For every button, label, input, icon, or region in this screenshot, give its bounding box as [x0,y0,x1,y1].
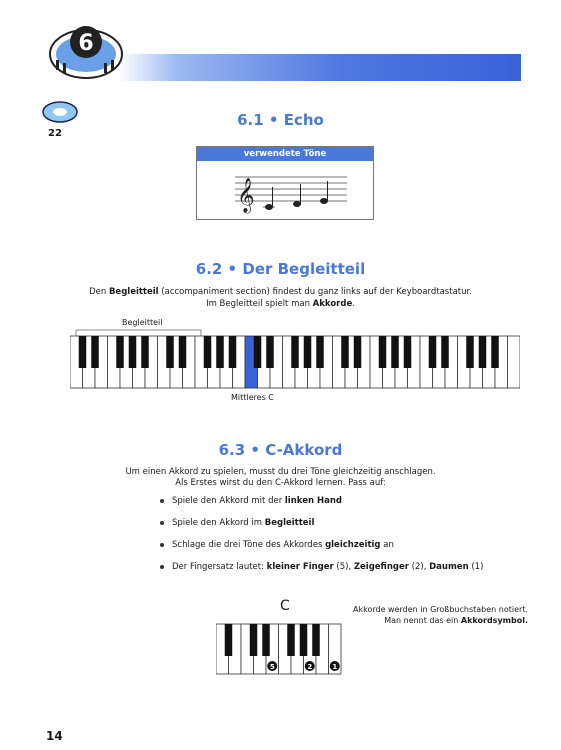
keyboard-diagram [70,326,520,390]
finger-number: 2 [307,663,313,671]
black-key [166,336,174,368]
black-key [391,336,399,368]
chapter-badge-icon [46,20,126,82]
black-key [229,336,237,368]
black-key [254,336,262,368]
black-key [466,336,474,368]
black-key [116,336,124,368]
black-key [141,336,149,368]
black-key [262,624,270,656]
black-key [304,336,312,368]
chapter-header-bar [118,54,521,81]
list-item: Spiele den Akkord mit der linken Hand [160,496,483,518]
black-key [300,624,308,656]
black-key [291,336,299,368]
black-key [79,336,87,368]
svg-text:6: 6 [78,31,94,56]
black-key [225,624,233,656]
finger-number: 5 [269,663,275,671]
akkord-line-1: Um einen Akkord zu spielen, musst du drei Töne gleichzeitig anschlagen. [125,467,436,477]
tones-box [196,146,374,220]
black-key [341,336,349,368]
black-key [316,336,324,368]
track-number: 22 [48,128,62,139]
black-key [491,336,499,368]
section-title-c-akkord: 6.3 • C-Akkord [218,441,343,459]
c-chord-keyboard [216,622,346,676]
tones-box-heading: verwendete Töne [197,147,373,161]
black-key [216,336,224,368]
section-title-echo: 6.1 • Echo [237,111,324,129]
black-key [266,336,274,368]
intro-line-1: Den Begleitteil (accompaniment section) findest du ganz links auf der Keyboardtastatur. [89,287,472,297]
black-key [204,336,212,368]
black-key [441,336,449,368]
instruction-list [160,496,483,584]
black-key [312,624,320,656]
middle-c-label: Mittleres C [231,393,274,402]
akkord-line-2: Als Erstes wirst du den C-Akkord lernen. Pass auf: [175,478,386,488]
page-number: 14 [46,729,63,743]
black-key [354,336,362,368]
white-key [508,336,521,388]
list-item: Spiele den Akkord im Begleitteil [160,518,483,540]
black-key [479,336,487,368]
black-key [429,336,437,368]
black-key [129,336,137,368]
black-key [287,624,295,656]
black-key [250,624,258,656]
music-staff [197,161,373,217]
finger-number: 1 [332,663,338,671]
list-item: Schlage die drei Töne des Akkordes gleichzeitig an [160,540,483,562]
akkord-note: Akkorde werden in Großbuchstaben notiert. Man nennt das ein Akkordsymbol. [353,605,528,625]
chord-symbol: C [280,598,290,614]
black-key [379,336,387,368]
black-key [404,336,412,368]
intro-line-2: Im Begleitteil spielt man Akkorde. [206,299,355,309]
bracket-label: Begleitteil [122,318,163,327]
black-key [91,336,99,368]
list-item: Der Fingersatz lautet: kleiner Finger (5), Zeigefinger (2), Daumen (1) [160,562,483,584]
section-title-begleitteil: 6.2 • Der Begleitteil [195,260,366,278]
treble-clef-icon: 𝄞 [237,178,255,213]
black-key [179,336,187,368]
